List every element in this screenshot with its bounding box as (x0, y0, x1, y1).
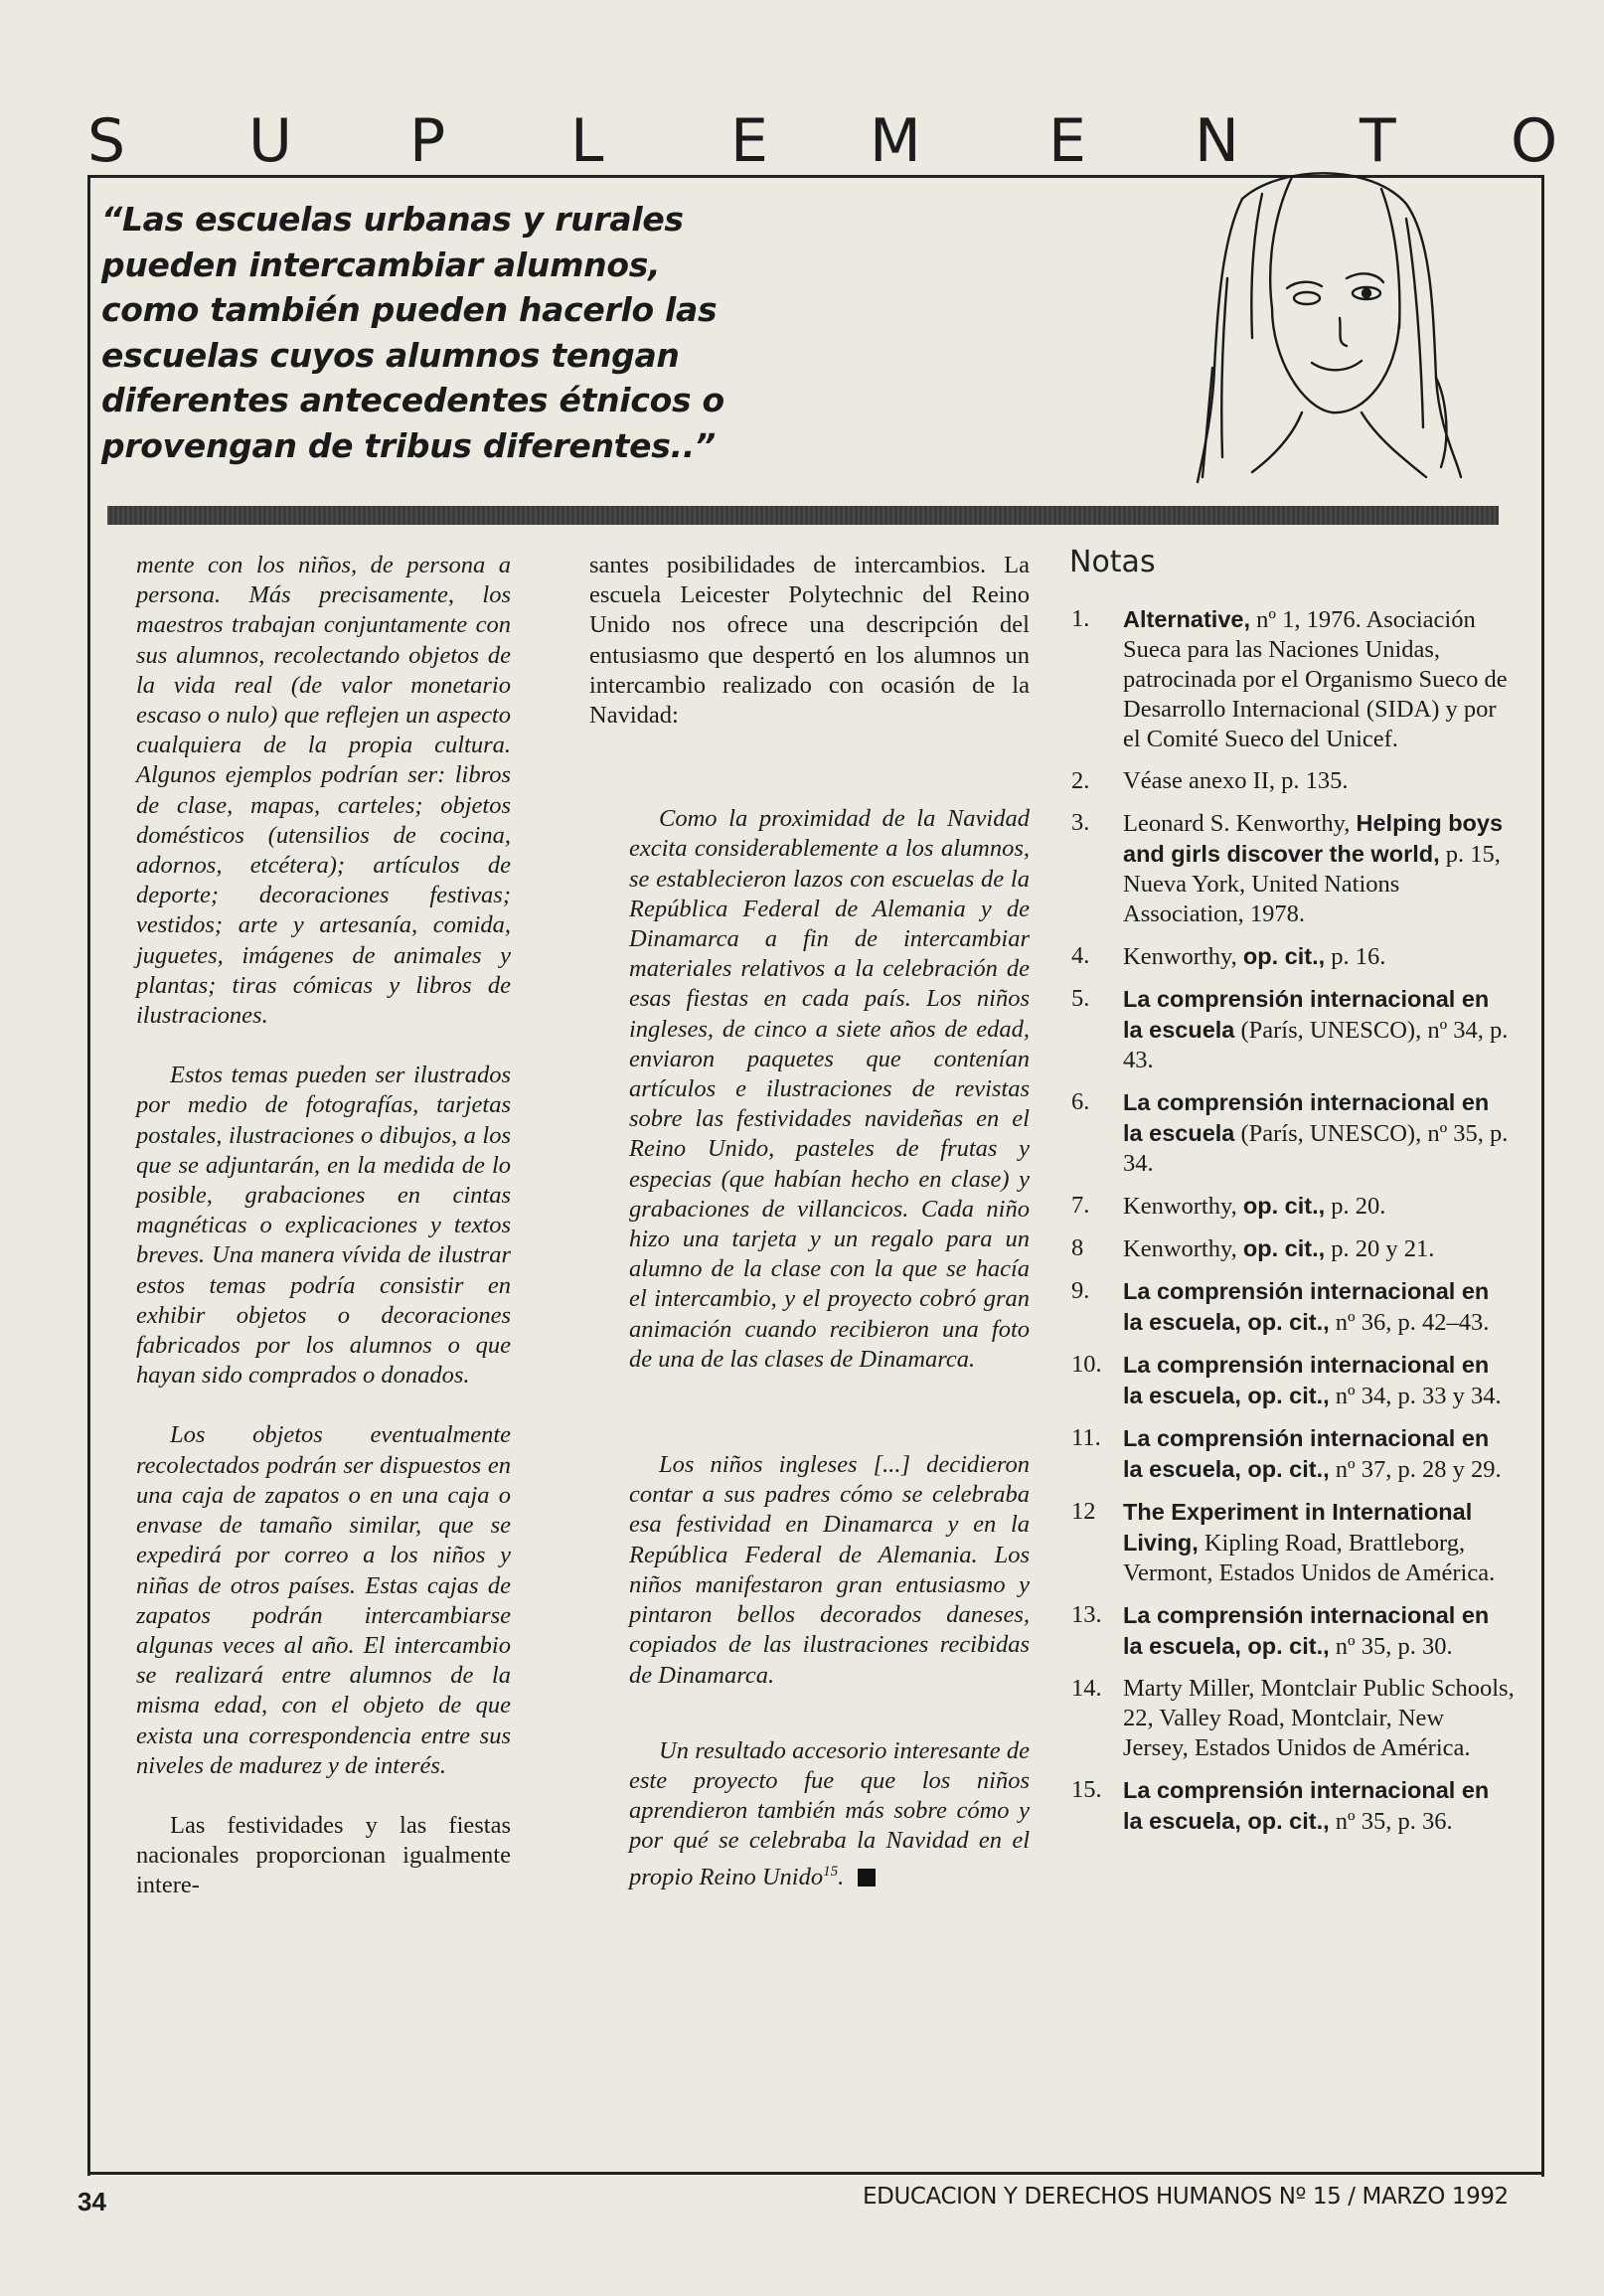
note-text: Kenworthy, (1123, 943, 1243, 970)
note-number: 3. (1071, 809, 1090, 836)
note-number: 5. (1071, 985, 1090, 1012)
note-title: op. cit., (1242, 1193, 1326, 1219)
note-number: 8 (1071, 1234, 1084, 1261)
note-item (1071, 1775, 1515, 1837)
note-title: La comprensión internacional en la escuela, op. cit., (1123, 1425, 1490, 1482)
note-text: Leonard S. Kenworthy, (1123, 810, 1357, 837)
note-text: (París, UNESCO), nº 34, p. 43. (1123, 1017, 1509, 1073)
note-item (1071, 1191, 1515, 1222)
note-item (1071, 808, 1515, 929)
end-of-article-mark (858, 1869, 876, 1886)
quoted-paragraph: Como la proximidad de la Navidad excita considerablemente a los alumnos, se establecieron lazos con escuelas de la República Federal de Alemania y de Dinamarca a fin de intercambiar materiales relativos a la celebración de esas fiestas en cada país. Los niños ingleses, de cinco a siete años de edad, enviaron paquetes que contenían artículos e ilustraciones de revistas sobre las festividades navideñas en el Reino Unido, pasteles de frutas y especias (que habían hecho en clase) y grabaciones de villancicos. Cada niño hizo una tarjeta y un regalo para un alumno de la clase con la que se hacía el intercambio, y el proyecto cobró gran animación cuando recibieron una foto de una de las clases de Dinamarca. (629, 805, 1030, 1373)
section-divider-bar (107, 506, 1499, 525)
note-number: 6. (1071, 1088, 1090, 1115)
note-text: p. 20 y 21. (1325, 1235, 1435, 1262)
note-text: nº 34, p. 33 y 34. (1329, 1383, 1502, 1409)
note-text: p. 20. (1325, 1193, 1386, 1220)
girl-portrait-illustration (1173, 159, 1471, 487)
notes-heading: Notas (1069, 545, 1156, 579)
note-title: La comprensión internacional en la escuela (1123, 986, 1490, 1043)
notes-list (1071, 604, 1515, 1849)
note-title: Helping boys and girls discover the world, (1123, 810, 1504, 867)
note-title: La comprensión internacional en la escuela, op. cit., (1123, 1777, 1490, 1834)
note-title: La comprensión internacional en la escuela (1123, 1089, 1490, 1146)
column-left (136, 551, 511, 1931)
banner-letter: S (87, 106, 126, 176)
note-text: p. 16. (1325, 943, 1386, 970)
note-number: 4. (1071, 942, 1090, 969)
frame-right-rule (1541, 497, 1544, 2177)
note-number: 14. (1071, 1675, 1102, 1702)
note-item (1071, 604, 1515, 754)
note-number: 1. (1071, 605, 1090, 632)
note-number: 13. (1071, 1601, 1102, 1628)
paragraph: Las festividades y las fiestas nacionales proporcionan igualmente intere- (136, 1811, 511, 1899)
pull-quote: “Las escuelas urbanas y rurales pueden intercambiar alumnos, como también pueden hacerlo las escuelas cuyos alumnos tengan diferentes antecedentes étnicos o provengan de tribus diferentes..” (101, 200, 724, 465)
note-item (1071, 1350, 1515, 1411)
footnote-ref: 15 (823, 1863, 839, 1880)
banner-letter: M (870, 106, 921, 176)
note-text: Kenworthy, (1123, 1235, 1243, 1262)
note-item (1071, 1600, 1515, 1662)
quoted-paragraph (589, 1736, 1030, 1892)
note-item (1071, 1674, 1515, 1763)
note-item (1071, 1276, 1515, 1338)
publication-footer: EDUCACION Y DERECHOS HUMANOS Nº 15 / MARZO 1992 (863, 2184, 1509, 2210)
note-item (1071, 1233, 1515, 1264)
banner-letter: P (409, 106, 446, 176)
note-number: 2. (1071, 767, 1090, 794)
paragraph: Estos temas pueden ser ilustrados por medio de fotografías, tarjetas postales, ilustraciones o dibujos, a los que se adjuntarán, en la medida de lo posible, grabaciones en cintas magnéticas o explicaciones y textos breves. Una manera vívida de ilustrar estos temas podría consistir en exhibir objetos o decoraciones fabricados por los alumnos o que hayan sido comprados o donados. (136, 1062, 511, 1390)
page-number: 34 (78, 2187, 106, 2216)
quote-text: Un resultado accesorio interesante de este proyecto fue que los niños aprendieron también más sobre cómo y por qué se celebraba la Navidad en el propio Reino Unido (629, 1736, 1030, 1890)
note-text: nº 1, 1976. Asociación Sueca para las Naciones Unidas, patrocinada por el Organismo Sueco de Desarrollo Internacional (SIDA) y por el Comité Sueco del Unicef. (1123, 606, 1508, 752)
bottom-rule (87, 2172, 1544, 2175)
note-text: nº 35, p. 36. (1329, 1808, 1453, 1835)
note-item (1071, 1423, 1515, 1485)
banner-letter: E (1048, 106, 1086, 176)
note-number: 15. (1071, 1776, 1102, 1803)
note-text: nº 37, p. 28 y 29. (1329, 1456, 1502, 1483)
note-item (1071, 1497, 1515, 1588)
note-title: The Experiment in International Living, (1123, 1499, 1473, 1556)
note-number: 9. (1071, 1277, 1090, 1304)
note-title: La comprensión internacional en la escuela, op. cit., (1123, 1352, 1490, 1408)
note-text: nº 36, p. 42–43. (1329, 1309, 1490, 1336)
paragraph: santes posibilidades de intercambios. La escuela Leicester Polytechnic del Reino Unido nos ofrece una descripción del entusiasmo que despertó en los alumnos un intercambio realizado con ocasión de la Navidad: (589, 552, 1030, 730)
note-item (1071, 1087, 1515, 1179)
note-title: Alternative, (1123, 606, 1250, 632)
note-text: Kenworthy, (1123, 1193, 1243, 1220)
note-title: La comprensión internacional en la escuela, op. cit., (1123, 1602, 1490, 1659)
note-number: 11. (1071, 1424, 1101, 1451)
banner-letter: T (1360, 106, 1396, 176)
note-number: 12 (1071, 1498, 1096, 1525)
banner-letter: O (1511, 106, 1558, 176)
banner-letter: U (248, 106, 292, 176)
note-text: p. 15, Nueva York, United Nations Association, 1978. (1123, 841, 1501, 927)
banner-letter: E (730, 106, 768, 176)
paragraph: mente con los niños, de persona a persona. Más precisamente, los maestros trabajan conjuntamente con sus alumnos, recolectando objetos de la vida real (de valor monetario escaso o nulo) que reflejen un aspecto cualquiera de la propia cultura. Algunos ejemplos podrían ser: libros de clase, mapas, carteles; objetos domésticos (utensilios de cocina, adornos, etcétera); artículos de deporte; decoraciones festivas; vestidos; arte y artesanía, comida, juguetes, imágenes de animales y plantas; tiras cómicas y libros de ilustraciones. (136, 552, 511, 1030)
banner-letter: N (1195, 106, 1239, 176)
note-text: Marty Miller, Montclair Public Schools, 22, Valley Road, Montclair, New Jersey, Estados Unidos de América. (1123, 1675, 1515, 1761)
note-title: op. cit., (1242, 1235, 1326, 1261)
note-item (1071, 941, 1515, 972)
paragraph: Los objetos eventualmente recolectados podrán ser dispuestos en una caja de zapatos o en una caja o envase de tamaño similar, que se expedirá por correo a los niños y niñas de otros países. Estas cajas de zapatos podrán intercambiarse algunas veces al año. El intercambio se realizará entre alumnos de la misma edad, con el objeto de que exista una correspondencia entre sus niveles de madurez y de interés. (136, 1421, 511, 1779)
note-item (1071, 766, 1515, 796)
note-title: La comprensión internacional en la escuela, op. cit., (1123, 1278, 1490, 1335)
note-text: Kipling Road, Brattleborg, Vermont, Estados Unidos de América. (1123, 1530, 1496, 1586)
column-middle (589, 551, 1030, 1892)
note-title: op. cit., (1242, 943, 1326, 969)
note-number: 7. (1071, 1192, 1090, 1219)
note-text: Véase anexo II, p. 135. (1123, 767, 1349, 794)
note-number: 10. (1071, 1351, 1102, 1378)
note-text: nº 35, p. 30. (1329, 1633, 1453, 1660)
note-text: (París, UNESCO), nº 35, p. 34. (1123, 1120, 1509, 1177)
quoted-paragraph: Los niños ingleses [...] decidieron contar a sus padres cómo se celebraba esa festividad en Dinamarca y en la República Federal de Alemania. Los niños manifestaron gran entusiasmo y pintaron bellos decorados daneses, copiados de las ilustraciones recibidas de Dinamarca. (629, 1451, 1030, 1689)
banner-letter: L (570, 106, 604, 176)
quote-end: . (838, 1863, 845, 1890)
note-item (1071, 984, 1515, 1075)
